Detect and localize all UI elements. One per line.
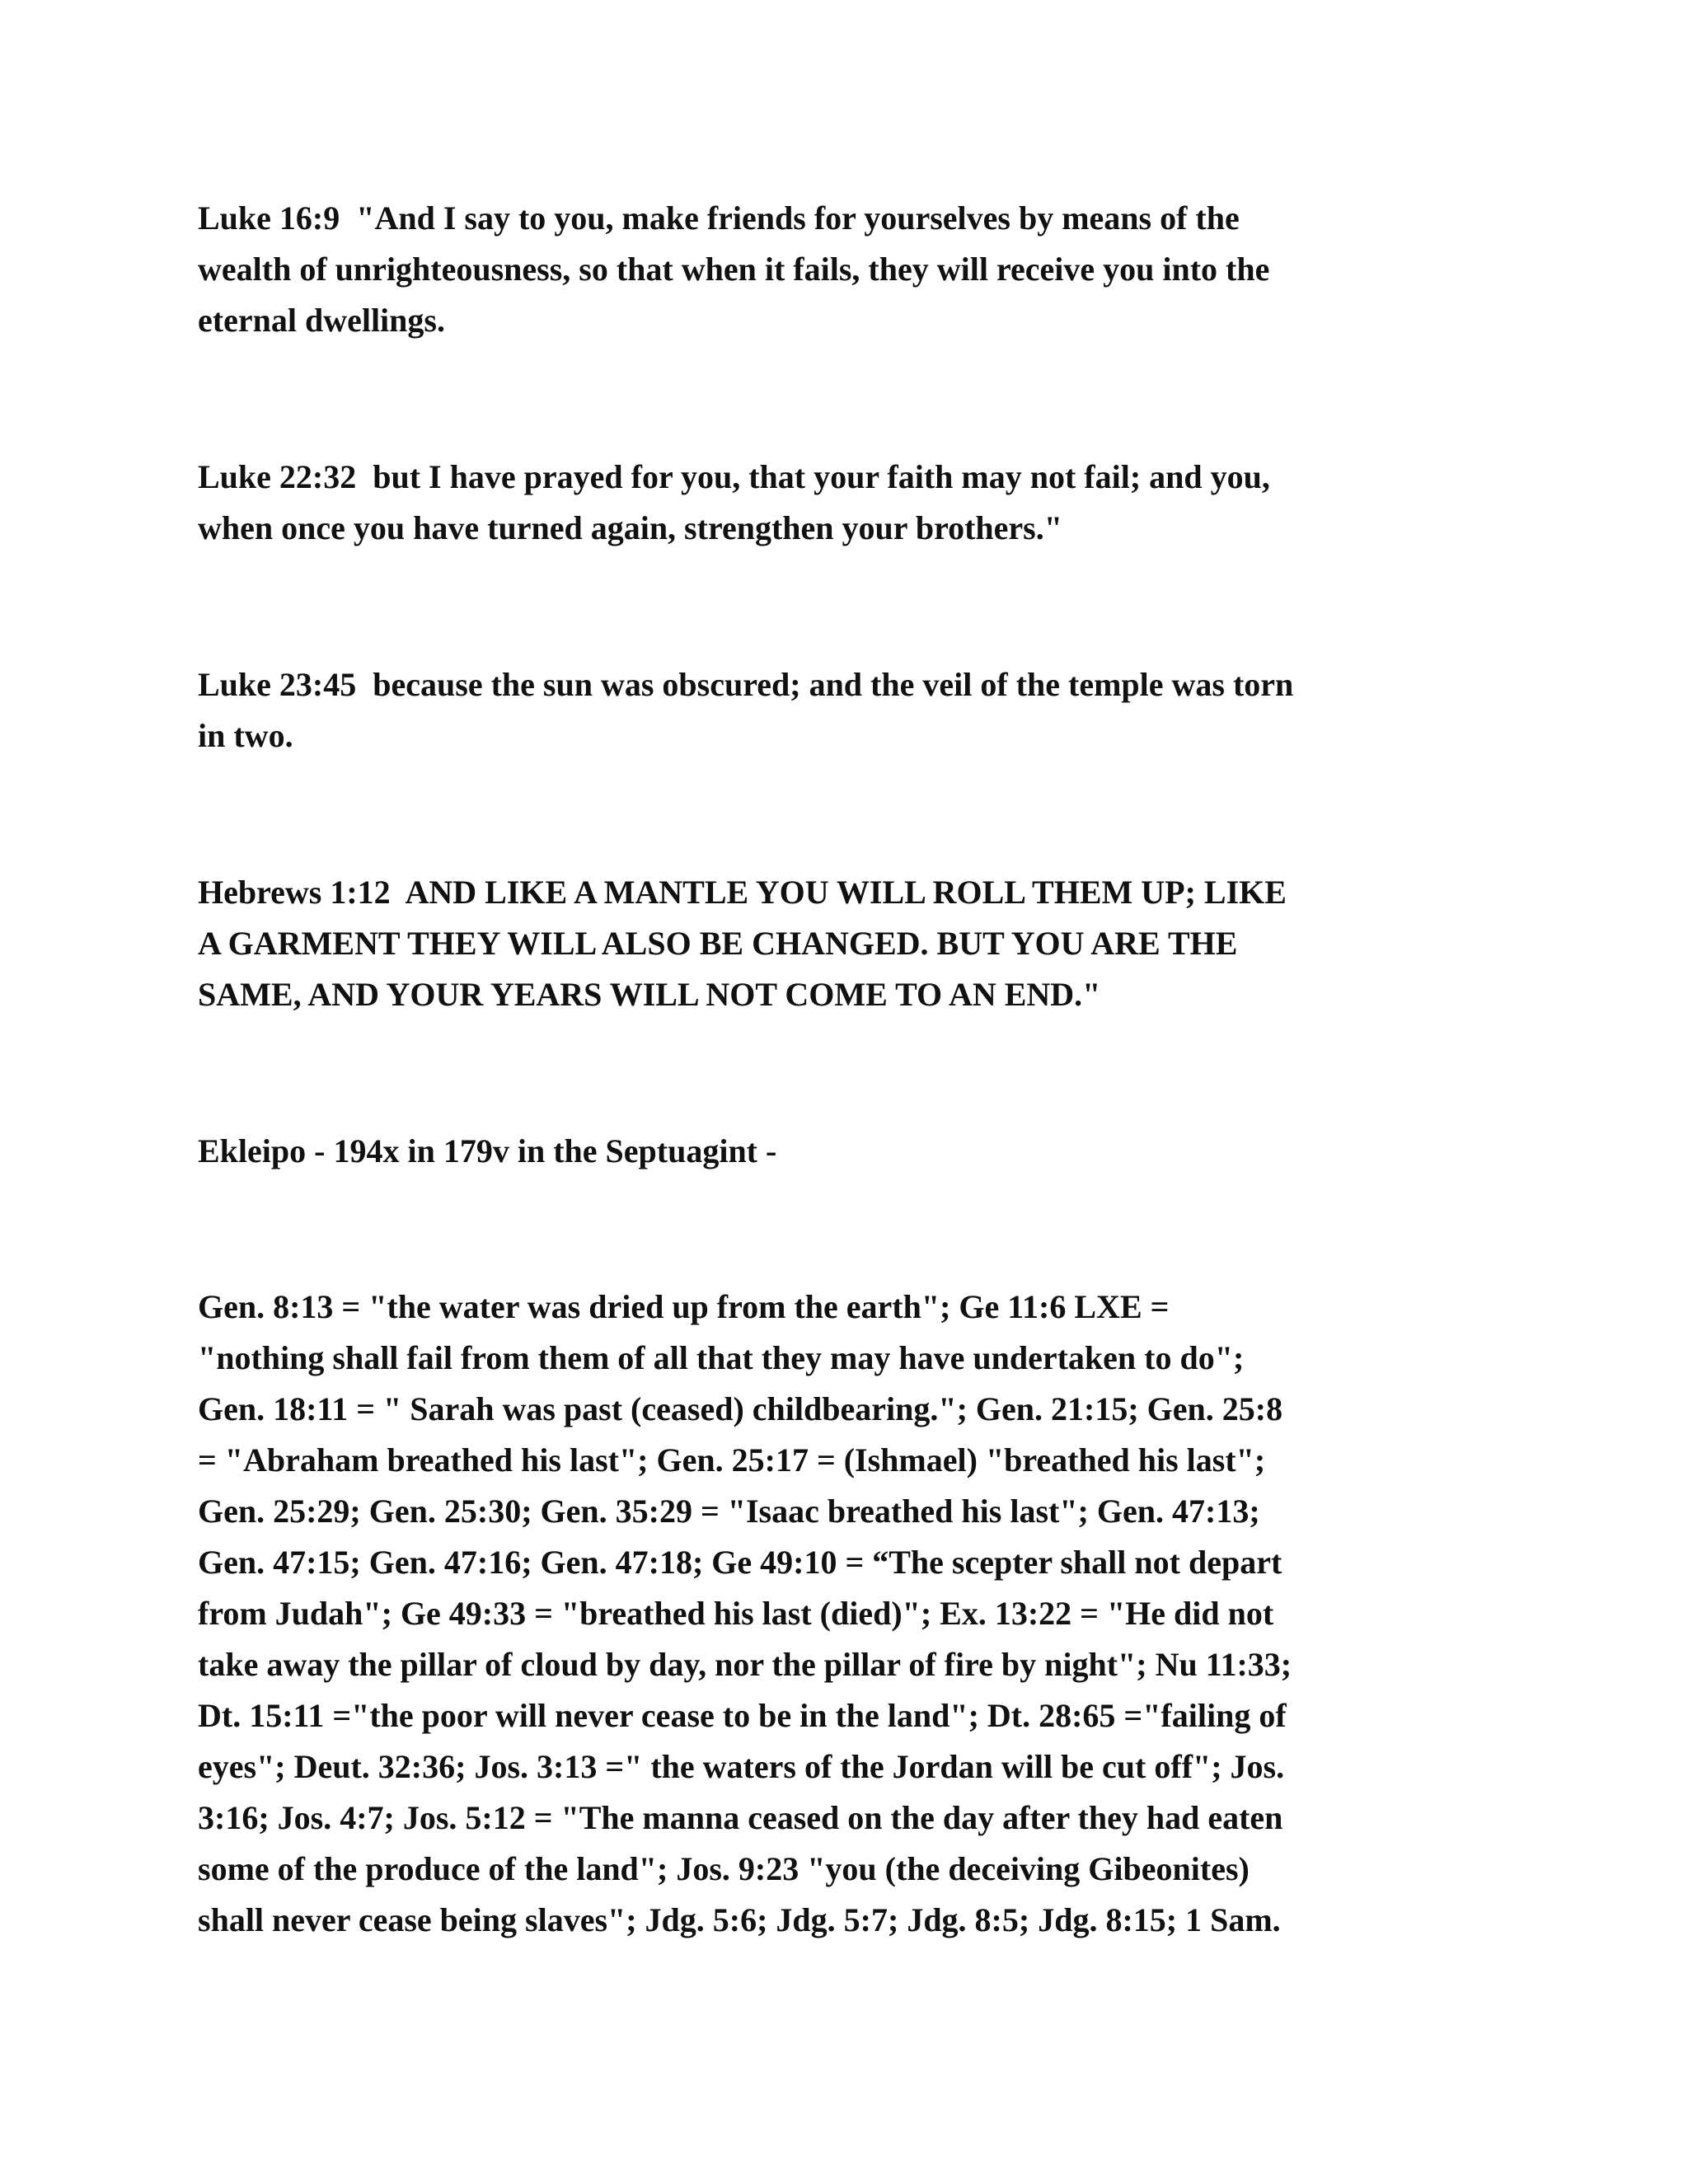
verse-luke-23-45: Luke 23:45 because the sun was obscured; and the veil of the temple was torn in two. (198, 666, 1294, 754)
verse-luke-16-9: Luke 16:9 "And I say to you, make friends for yourselves by means of the wealth of unrighteousness, so that when it fails, they will receive you into the eternal dwellings. (198, 199, 1270, 339)
verse-hebrews-1-12: Hebrews 1:12 AND LIKE A MANTLE YOU WILL ROLL THEM UP; LIKE A GARMENT THEY WILL ALSO BE CHANGED. BUT YOU ARE THE SAME, AND YOUR YEARS WILL NOT COME TO AN END." (198, 874, 1287, 1013)
section-heading-ekleipo: Ekleipo - 194x in 179v in the Septuagint - (198, 1132, 777, 1169)
septuagint-references: Gen. 8:13 = "the water was dried up from the earth"; Ge 11:6 LXE = "nothing shall fail from them of all that they may have undertaken to do"; Gen. 18:11 = " Sarah was past (ceased) childbearing."; Gen. 21:15; Gen. 25:8 = "Abraham breathed his last"; Gen. 25:17 = (Ishmael) "breathed his last"; Gen. 25:29; Gen. 25:30; Gen. 35:29 = "Isaac breathed his last"; Gen. 47:13; Gen. 47:15; Gen. 47:16; Gen. 47:18; Ge 49:10 = “The scepter shall not depart from Judah"; Ge 49:33 = "breathed his last (died)"; Ex. 13:22 = "He did not take away the pillar of cloud by day, nor the pillar of fire by night"; Nu 11:33; Dt. 15:11 ="the poor will never cease to be in the land"; Dt. 28:65 ="failing of eyes"; Deut. 32:36; Jos. 3:13 =" the waters of the Jordan will be cut off"; Jos. 3:16; Jos. 4:7; Jos. 5:12 = "The manna ceased on the day after they had eaten some of the produce of the land"; Jos. 9:23 "you (the deceiving Gibeonites) shall never cease being slaves"; Jdg. 5:6; Jdg. 5:7; Jdg. 8:5; Jdg. 8:15; 1 Sam. (198, 1288, 1292, 1938)
verse-luke-22-32: Luke 22:32 but I have prayed for you, that your faith may not fail; and you, when once you have turned again, strengthen your brothers." (198, 458, 1270, 546)
